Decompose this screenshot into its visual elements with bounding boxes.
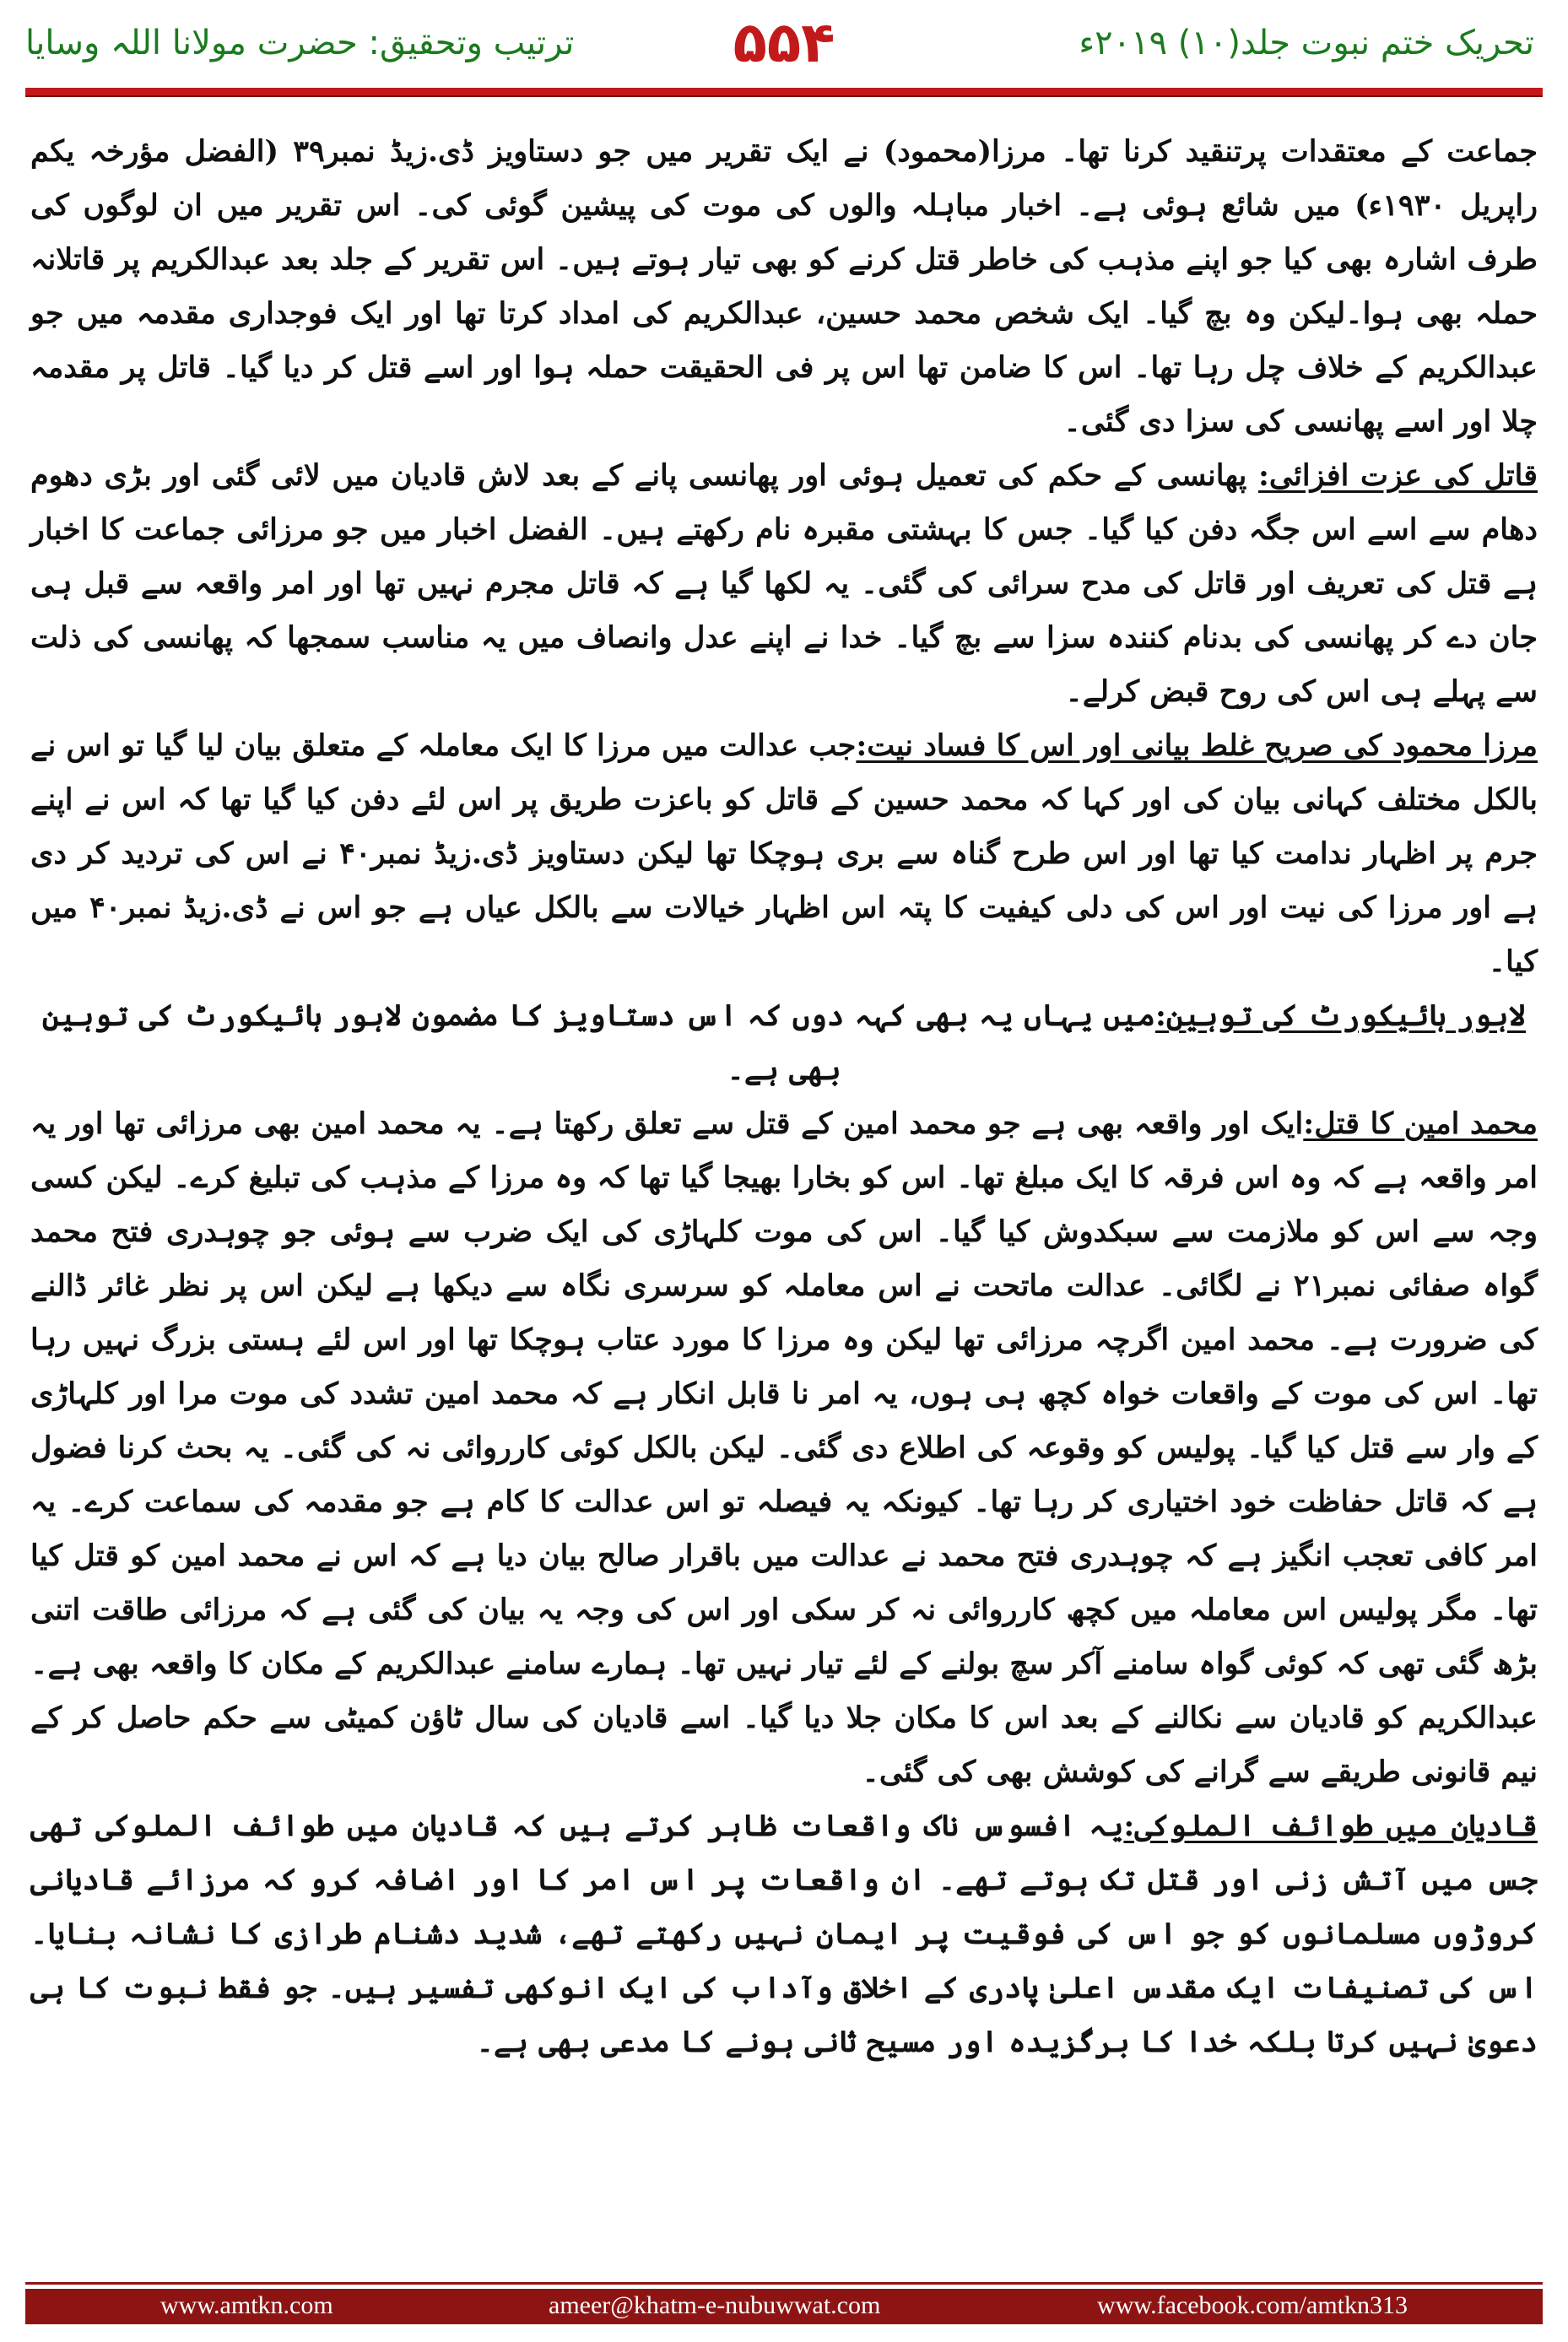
section-heading: قادیان میں طوائف الملوکی:	[1123, 1809, 1538, 1843]
paragraph-text: جب عدالت میں مرزا کا ایک معاملہ کے متعلق بیان لیا گیا تو اس نے بالکل مختلف کہانی بیان کی اور کہا کہ محمد حسین کے قاتل کو باعزت طریق پر اس لئے دفن کیا گیا تھا کہ اس نے اپنے جرم پر اظہار ندامت کیا تھا اور اس طرح گناہ سے بری ہوچکا تھا لیکن دستاویز ڈی.زیڈ نمبر۴۰ نے اس کی تردید کر دی ہے اور مرزا کی نیت اور اس کی دلی کیفیت کا پتہ اس اظہار خیالات سے بالکل عیاں ہے جو اس نے ڈی.زیڈ نمبر۴۰ میں کیا۔	[30, 728, 1538, 979]
paragraph-false-statement	[30, 719, 1538, 989]
paragraph-text: پھانسی کے حکم کی تعمیل ہوئی اور پھانسی پانے کے بعد لاش قادیان میں لائی گئی اور بڑی دھوم دھام سے اسے اس جگہ دفن کیا گیا۔ جس کا بہشتی مقبرہ نام رکھتے ہیں۔ الفضل اخبار میں جو مرزائی جماعت کا اخبار ہے قتل کی تعریف اور قاتل کی مدح سرائی کی گئی۔ یہ لکھا گیا ہے کہ قاتل مجرم نہیں تھا اور امر واقعہ سے قبل ہی جان دے کر پھانسی کی بدنام کنندہ سزا سے بچ گیا۔ خدا نے اپنے عدل وانصاف میں یہ مناسب سمجھا کہ پھانسی کی ذلت سے پہلے ہی اس کی روح قبض کرلے۔	[30, 458, 1538, 709]
section-heading: قاتل کی عزت افزائی:	[1258, 458, 1538, 493]
paragraph-text: جماعت کے معتقدات پرتنقید کرنا تھا۔ مرزا(محمود) نے ایک تقریر میں جو دستاویز ڈی.زیڈ نمبر۳۹ (الفضل مؤرخہ یکم راپریل ۱۹۳۰ء) میں شائع ہوئی ہے۔ اخبار مباہلہ والوں کی موت کی پیشین گوئی کی۔ اس تقریر میں ان لوگوں کی طرف اشارہ بھی کیا جو اپنے مذہب کی خاطر قتل کرنے کو بھی تیار ہوتے ہیں۔ اس تقریر کے جلد بعد عبدالکریم پر قاتلانہ حملہ بھی ہوا۔لیکن وہ بچ گیا۔ ایک شخص محمد حسین، عبدالکریم کی امداد کرتا تھا اور ایک فوجداری مقدمہ میں جو عبدالکریم کے خلاف چل رہا تھا۔ اس کا ضامن تھا اس پر فی الحقیقت حملہ ہوا اور اسے قتل کر دیا گیا۔ قاتل پر مقدمہ چلا اور اسے پھانسی کی سزا دی گئی۔	[30, 134, 1538, 439]
paragraph-contempt	[30, 989, 1538, 1097]
section-heading: مرزا محمود کی صریح غلط بیانی اور اس کا فساد نیت:	[856, 728, 1538, 763]
page-content	[30, 125, 1538, 2069]
paragraph-text: میں یہاں یہ بھی کہہ دوں کہ اس دستاویز کا مضمون لاہور ہائیکورٹ کی توہین بھی ہے۔	[41, 998, 1155, 1087]
footer-website-link[interactable]: www.amtkn.com	[160, 2291, 333, 2319]
paragraph-amin-murder	[30, 1097, 1538, 1799]
paragraph-killer-honored	[30, 449, 1538, 719]
header-divider	[25, 88, 1543, 97]
footer-bar	[25, 2289, 1543, 2324]
compiler-credit: ترتیب وتحقیق: حضرت مولانا اللہ وسایا	[25, 24, 575, 62]
page-number: ۵۵۴	[733, 10, 835, 75]
section-heading: لاہور ہائیکورٹ کی توہین:	[1154, 998, 1527, 1033]
paragraph-text: یہ افسوس ناک واقعات ظاہر کرتے ہیں کہ قادیان میں طوائف الملوکی تھی جس میں آتش زنی اور قتل تک ہوتے تھے۔ ان واقعات پر اس امر کا اور اضافہ کرو کہ مرزائے قادیانی کروڑوں مسلمانوں کو جو اس کی فوقیت پر ایمان نہیں رکھتے تھے، شدید دشنام طرازی کا نشانہ بنایا۔ اس کی تصنیفات ایک مقدس اعلیٰ پادری کے اخلاق وآداب کی ایک انوکھی تفسیر ہیں۔ جو فقط نبوت کا ہی دعویٰ نہیں کرتا بلکہ خدا کا برگزیدہ اور مسیح ثانی ہونے کا مدعی بھی ہے۔	[30, 1809, 1538, 2059]
paragraph-intro	[30, 125, 1538, 449]
footer-divider	[25, 2282, 1543, 2285]
section-heading: محمد امین کا قتل:	[1303, 1106, 1538, 1141]
footer-facebook-link[interactable]: www.facebook.com/amtkn313	[1097, 2291, 1408, 2319]
paragraph-anarchy	[30, 1799, 1538, 2069]
book-title: تحریک ختم نبوت جلد(۱۰) ۲۰۱۹ء	[1079, 24, 1534, 62]
page-header	[0, 0, 1568, 84]
footer-email-link[interactable]: ameer@khatm-e-nubuwwat.com	[549, 2291, 881, 2319]
paragraph-text: ایک اور واقعہ بھی ہے جو محمد امین کے قتل سے تعلق رکھتا ہے۔ یہ محمد امین بھی مرزائی تھا اور یہ امر واقعہ ہے کہ وہ اس فرقہ کا ایک مبلغ تھا۔ اس کو بخارا بھیجا گیا تھا کہ وہ مرزا کے مذہب کی تبلیغ کرے۔ لیکن کسی وجہ سے اس کو ملازمت سے سبکدوش کیا گیا۔ اس کی موت کلہاڑی کی ایک ضرب سے ہوئی جو چوہدری فتح محمد گواہ صفائی نمبر۲۱ نے لگائی۔ عدالت ماتحت نے اس معاملہ کو سرسری نگاہ سے دیکھا ہے لیکن اس پر نظر غائر ڈالنے کی ضرورت ہے۔ محمد امین اگرچہ مرزائی تھا لیکن وہ مرزا کا مورد عتاب ہوچکا تھا اور اس لئے ہستی بزرگ نہیں رہا تھا۔ اس کی موت کے واقعات خواہ کچھ ہی ہوں، یہ امر نا قابل انکار ہے کہ محمد امین تشدد کی موت مرا اور کلہاڑی کے وار سے قتل کیا گیا۔ پولیس کو وقوعہ کی اطلاع دی گئی۔ لیکن بالکل کوئی کارروائی نہ کی گئی۔ یہ بحث کرنا فضول ہے کہ قاتل حفاظت خود اختیاری کر رہا تھا۔ کیونکہ یہ فیصلہ تو اس عدالت کا کام ہے جو مقدمہ کی سماعت کرے۔ یہ امر کافی تعجب انگیز ہے کہ چوہدری فتح محمد نے عدالت میں باقرار صالح بیان دیا ہے کہ اس نے محمد امین کو قتل کیا تھا۔ مگر پولیس اس معاملہ میں کچھ کارروائی نہ کر سکی اور اس کی وجہ یہ بیان کی گئی ہے کہ مرزائی طاقت اتنی بڑھ گئی تھی کہ کوئی گواہ سامنے آکر سچ بولنے کے لئے تیار نہیں تھا۔ ہمارے سامنے عبدالکریم کے مکان کا واقعہ بھی ہے۔ عبدالکریم کو قادیان سے نکالنے کے بعد اس کا مکان جلا دیا گیا۔ اسے قادیان کی سال ٹاؤن کمیٹی سے حکم حاصل کر کے نیم قانونی طریقے سے گرانے کی کوشش بھی کی گئی۔	[30, 1106, 1538, 1789]
